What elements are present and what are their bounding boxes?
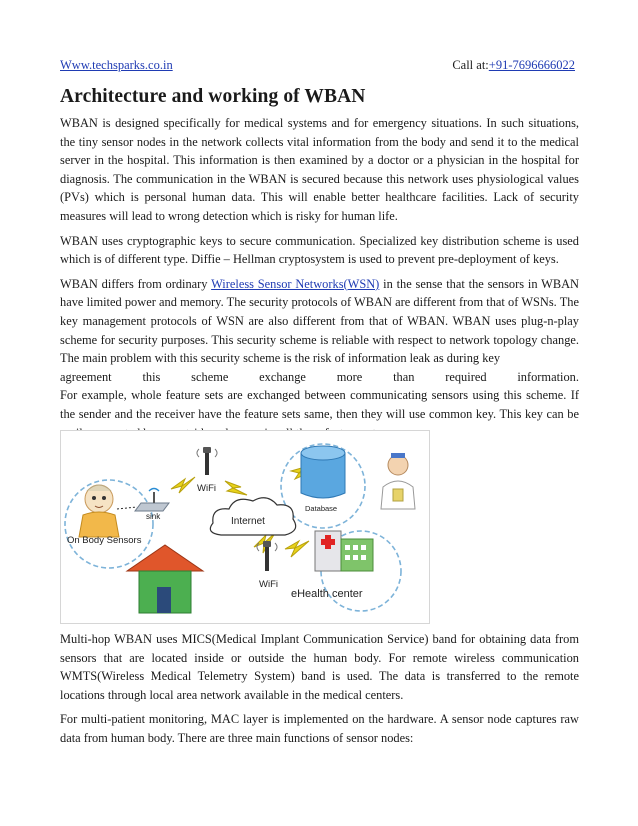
house-icon: [127, 545, 203, 613]
word: scheme: [191, 369, 229, 384]
page-title: Architecture and working of WBAN: [60, 86, 366, 107]
paragraph-3: [60, 275, 579, 368]
wban-diagram: [61, 431, 429, 623]
ehealth-label: eHealth center: [291, 588, 363, 600]
paragraph-5: Multi-hop WBAN uses MICS(Medical Implant Communication Service) band for obtaining data from sensors that are located inside or outside the human body. For remote wireless communication WMTS(Wireless Medical Telemetry System) band is used. The data is transferred to the remote locations through local area network available in the medical centers.: [60, 632, 579, 702]
paragraph-2: WBAN uses cryptographic keys to secure communication. Specialized key distribution scheme is used which is of different type. Diffie – Hellman cryptosystem is used to prevent pre-deployment of keys.: [60, 233, 579, 267]
body-sink-link: [117, 507, 137, 509]
body-top: [60, 114, 579, 448]
word: information.: [517, 369, 579, 384]
patient-icon: [79, 485, 119, 537]
justified-line: [60, 368, 579, 387]
wifi-top-label: WiFi: [197, 483, 216, 494]
database-icon: [301, 446, 345, 498]
word: exchange: [259, 369, 306, 384]
word: this: [142, 369, 161, 384]
on-body-label: On Body Sensors: [67, 535, 142, 546]
wireless-bolt-icon: [285, 541, 309, 557]
wsn-link[interactable]: Wireless Sensor Networks(WSN): [211, 276, 380, 291]
call-info: [452, 58, 575, 73]
internet-label: Internet: [231, 516, 265, 527]
wifi-bottom-label: WiFi: [259, 579, 278, 590]
word: required: [445, 369, 487, 384]
wban-architecture-figure: [60, 430, 430, 624]
word: more: [336, 369, 363, 384]
paragraph-4: For example, whole feature sets are exchanged between communicating sensors using this scheme. If the sender and the receiver have the feature sets same, then they will use common key. This key can be: [60, 388, 579, 421]
database-label: Database: [305, 504, 338, 513]
wifi-tower-icon: [197, 447, 217, 475]
wifi-tower-icon: [257, 541, 277, 571]
paragraph-3-rest: in the sense that the sensors in WBAN have limited power and memory. The security protocols of WBAN are different from that of WSNs. The key management protocols of WSN are also different from that of WBAN. WBAN uses plug-n-play scheme for security purposes. This security scheme is reliable with respect to network topology change. The main problem with this security scheme is the risk of information leak as during key: [60, 276, 579, 366]
paragraph-3-start: WBAN differs from ordinary: [60, 276, 212, 291]
word: than: [393, 369, 415, 384]
word: agreement: [60, 369, 112, 384]
paragraph-1: WBAN is designed specifically for medical systems and for emergency situations. In such situations, the tiny sensor nodes in the network collects vital information from the body and send it to the medical server in the hospital. This information is then examined by a doctor or a physician in the hospital for diagnosis. The communication in the WBAN is secured because this network uses physiological values (PVs) which is personal human data. This will enable better healthcare facilities. Lack of security measures will lead to wrong detection which is risky for human life.: [60, 116, 579, 223]
hospital-icon: [315, 531, 373, 571]
site-link[interactable]: Www.techsparks.co.in: [60, 58, 173, 72]
paragraph-6: For multi-patient monitoring, MAC layer is implemented on the hardware. A sensor node captures raw data from human body. There are three main functions of sensor nodes:: [60, 712, 579, 745]
page-header: [60, 58, 579, 74]
wireless-bolt-icon: [171, 477, 195, 493]
phone-link[interactable]: +91-7696666022: [488, 58, 575, 72]
body-bottom: [60, 630, 579, 754]
wireless-bolt-icon: [225, 481, 247, 495]
call-prefix: Call at:: [452, 58, 489, 72]
sink-label: sink: [146, 512, 161, 521]
doctor-icon: [381, 453, 415, 509]
